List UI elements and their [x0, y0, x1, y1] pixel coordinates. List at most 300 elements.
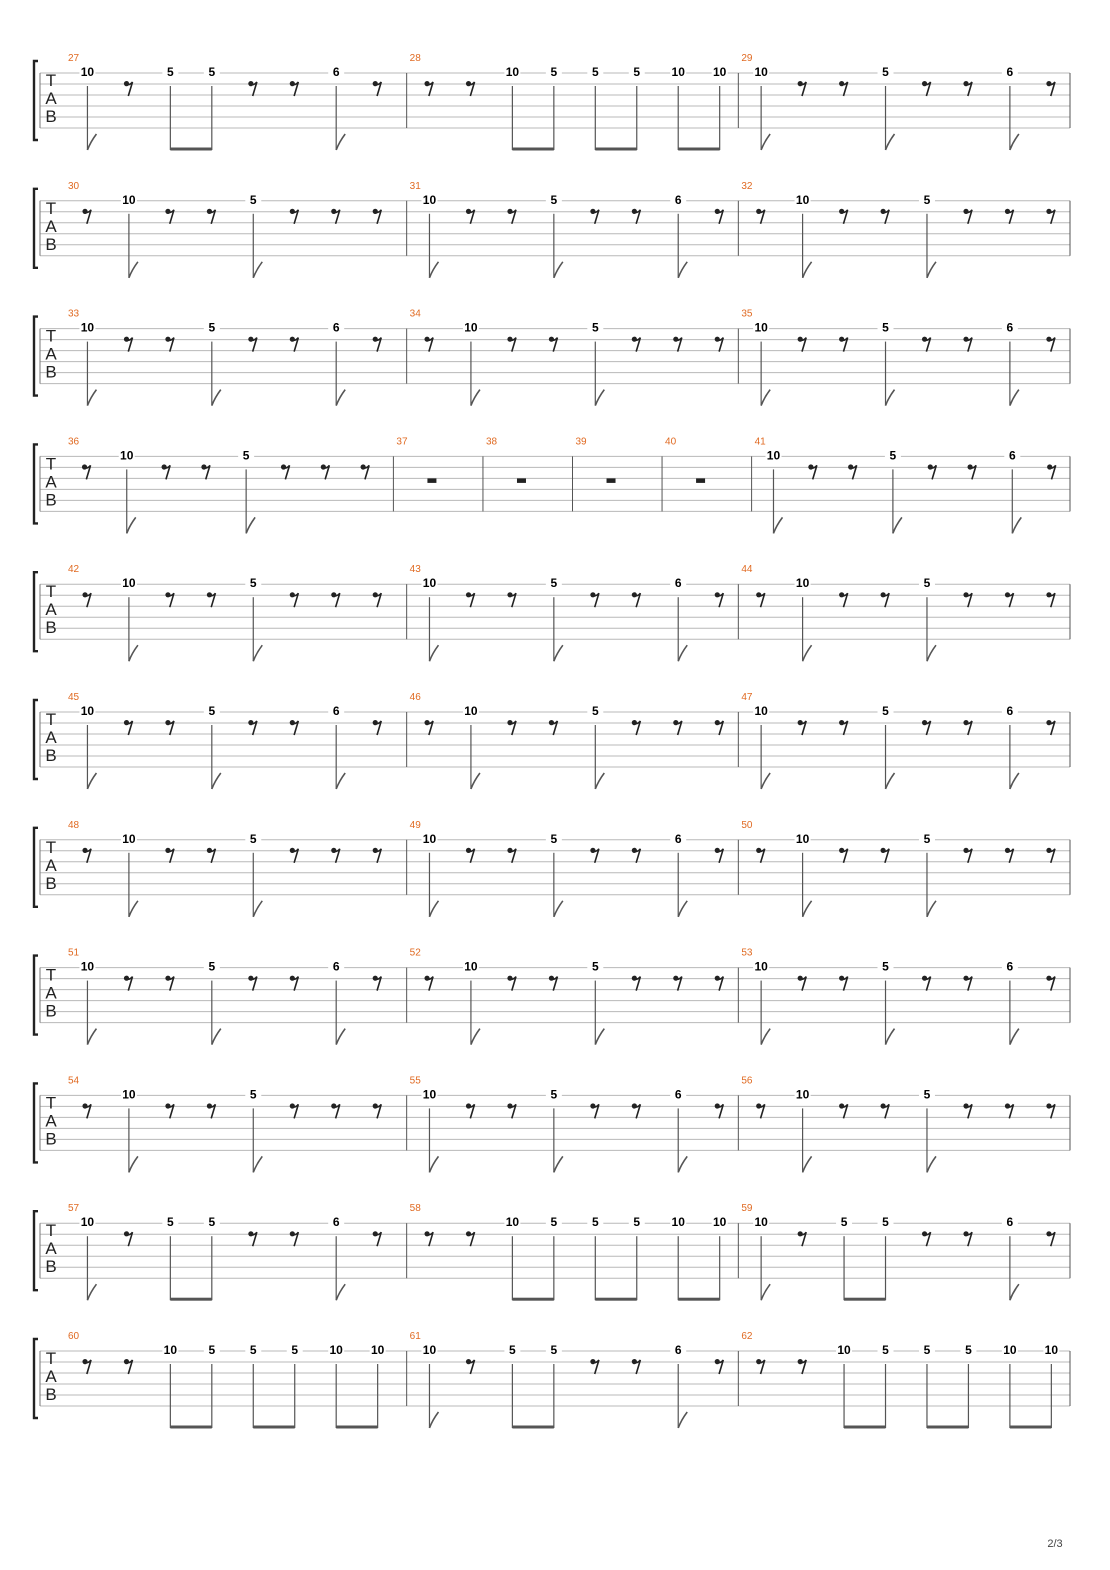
- measure-number: 36: [68, 436, 80, 448]
- eighth-rest: [165, 337, 174, 352]
- fret-number: 6: [674, 576, 682, 591]
- fret-number: 10: [80, 704, 95, 718]
- fret-number: 10: [754, 320, 768, 335]
- note-flag: [927, 901, 936, 917]
- note-beam: [512, 1298, 553, 1301]
- eighth-rest: [321, 464, 330, 479]
- fret-number: 10: [754, 65, 768, 79]
- eighth-rest: [290, 720, 299, 735]
- fret-number: 10: [163, 1343, 178, 1357]
- fret-number: 6: [332, 704, 340, 718]
- fret-number: 10: [712, 1215, 727, 1230]
- eighth-rest: [715, 720, 724, 735]
- eighth-rest: [424, 81, 433, 96]
- note-flag: [595, 390, 604, 406]
- fret-number: 5: [882, 704, 889, 718]
- eighth-rest: [373, 1103, 382, 1118]
- eighth-rest: [507, 1103, 516, 1118]
- eighth-rest: [82, 1359, 91, 1374]
- eighth-rest: [881, 848, 890, 863]
- fret-number: 5: [550, 1087, 558, 1102]
- eighth-rest: [165, 848, 174, 863]
- eighth-rest: [331, 592, 340, 607]
- eighth-rest: [839, 1103, 848, 1118]
- fret-number: 10: [505, 65, 520, 79]
- fret-number: 5: [882, 1215, 889, 1230]
- note-beam: [1010, 1426, 1051, 1429]
- note-flag: [927, 645, 936, 661]
- tab-measure: [410, 1331, 739, 1429]
- note-flag: [87, 134, 96, 150]
- note-beam: [512, 1426, 553, 1429]
- eighth-rest: [756, 209, 765, 224]
- fret-number: 5: [591, 320, 599, 335]
- tab-clef-letter: B: [45, 1257, 57, 1277]
- fret-number: 10: [712, 65, 727, 79]
- note-flag: [87, 773, 96, 789]
- eighth-rest: [839, 976, 848, 991]
- measure-number: 29: [741, 53, 753, 64]
- note-beam: [678, 1298, 719, 1301]
- note-flag: [429, 262, 438, 278]
- tab-measure: [741, 1203, 1070, 1301]
- tab-clef-letter: A: [45, 344, 57, 364]
- note-beam: [170, 1298, 211, 1301]
- note-beam: [595, 1298, 636, 1301]
- fret-number: 5: [882, 65, 889, 79]
- tab-clef-letter: T: [45, 71, 57, 90]
- fret-number: 5: [208, 1343, 216, 1357]
- eighth-rest: [124, 1231, 133, 1246]
- eighth-rest: [632, 976, 641, 991]
- fret-number: 5: [550, 831, 558, 846]
- fret-number: 5: [882, 320, 889, 335]
- eighth-rest: [82, 209, 91, 224]
- note-flag: [886, 773, 895, 789]
- measure-number: 30: [68, 180, 80, 192]
- eighth-rest: [963, 592, 972, 607]
- measure-number: 31: [409, 180, 421, 192]
- note-flag: [1010, 1029, 1019, 1045]
- note-flag: [886, 1029, 895, 1045]
- measure-number: 33: [68, 308, 80, 320]
- measure-number: 54: [68, 1075, 80, 1087]
- eighth-rest: [1046, 976, 1055, 991]
- note-beam: [170, 1426, 211, 1429]
- measure-number: 40: [665, 436, 677, 448]
- note-flag: [429, 1412, 438, 1428]
- eighth-rest: [290, 848, 299, 863]
- note-beam: [253, 1426, 294, 1429]
- tab-measure: [741, 53, 1070, 150]
- measure-number: 27: [68, 53, 80, 64]
- tab-clef-letter: B: [45, 618, 57, 638]
- tab-clef-letter: A: [45, 472, 57, 492]
- eighth-rest: [507, 848, 516, 863]
- note-flag: [471, 1029, 480, 1045]
- eighth-rest: [124, 976, 133, 991]
- note-flag: [336, 390, 345, 406]
- eighth-rest: [207, 848, 216, 863]
- note-beam: [927, 1426, 968, 1429]
- eighth-rest: [632, 337, 641, 352]
- eighth-rest: [331, 209, 340, 224]
- tab-system: [34, 1075, 1070, 1172]
- tab-measure: [68, 53, 407, 151]
- tab-clef-letter: B: [45, 746, 57, 765]
- eighth-rest: [1047, 464, 1056, 479]
- fret-number: 10: [754, 1215, 768, 1230]
- tab-measure: [68, 692, 407, 789]
- eighth-rest: [424, 720, 433, 735]
- measure-number: 58: [409, 1203, 421, 1215]
- note-flag: [803, 262, 812, 278]
- note-flag: [212, 773, 221, 789]
- fret-number: 5: [249, 576, 257, 591]
- tab-system: [34, 820, 1070, 917]
- eighth-rest: [507, 337, 516, 352]
- note-flag: [129, 901, 138, 917]
- eighth-rest: [632, 720, 641, 735]
- eighth-rest: [839, 81, 848, 96]
- eighth-rest: [124, 1359, 133, 1374]
- fret-number: 5: [208, 320, 216, 335]
- eighth-rest: [201, 464, 210, 479]
- system-bracket: [34, 1211, 38, 1290]
- tab-system: [34, 564, 1070, 661]
- tab-system: [34, 948, 1070, 1045]
- fret-number: 10: [1003, 1343, 1017, 1357]
- fret-number: 5: [249, 831, 257, 846]
- measure-number: 32: [741, 180, 753, 192]
- fret-number: 10: [766, 448, 781, 463]
- note-flag: [429, 1156, 438, 1172]
- fret-number: 5: [591, 1215, 599, 1230]
- eighth-rest: [507, 720, 516, 735]
- eighth-rest: [967, 464, 976, 479]
- note-flag: [554, 1156, 563, 1172]
- eighth-rest: [373, 848, 382, 863]
- fret-number: 10: [329, 1343, 343, 1357]
- tab-measure: [68, 1203, 407, 1301]
- note-flag: [761, 390, 770, 406]
- eighth-rest: [424, 976, 433, 991]
- eighth-rest: [715, 1103, 724, 1118]
- eighth-rest: [798, 1231, 807, 1246]
- note-flag: [429, 645, 438, 661]
- eighth-rest: [373, 209, 382, 224]
- eighth-rest: [290, 976, 299, 991]
- fret-number: 5: [889, 448, 897, 463]
- fret-number: 5: [591, 704, 599, 718]
- tab-system: [34, 1203, 1070, 1301]
- eighth-rest: [124, 720, 133, 735]
- fret-number: 5: [591, 959, 599, 974]
- note-beam: [844, 1298, 885, 1301]
- measure-number: 62: [741, 1331, 753, 1342]
- tab-measure: [68, 181, 407, 278]
- eighth-rest: [82, 1103, 91, 1118]
- eighth-rest: [715, 848, 724, 863]
- eighth-rest: [290, 81, 299, 96]
- fret-number: 5: [882, 1343, 889, 1357]
- eighth-rest: [290, 337, 299, 352]
- note-flag: [554, 262, 563, 278]
- system-bracket: [34, 317, 38, 396]
- eighth-rest: [466, 1359, 475, 1374]
- eighth-rest: [373, 720, 382, 735]
- tab-clef-letter: B: [45, 107, 57, 126]
- fret-number: 10: [422, 1343, 437, 1357]
- eighth-rest: [673, 337, 682, 352]
- fret-number: 10: [795, 192, 810, 207]
- tab-clef-letter: B: [45, 1129, 57, 1149]
- measure-number: 45: [68, 692, 80, 703]
- tab-measure: [741, 564, 1070, 661]
- eighth-rest: [466, 1231, 475, 1246]
- eighth-rest: [798, 976, 807, 991]
- fret-number: 5: [208, 1215, 216, 1230]
- eighth-rest: [1005, 1103, 1014, 1118]
- eighth-rest: [507, 976, 516, 991]
- fret-number: 5: [249, 1343, 257, 1357]
- measure-number: 46: [409, 692, 421, 703]
- system-bracket: [34, 1339, 38, 1418]
- eighth-rest: [207, 592, 216, 607]
- tab-measure: [68, 309, 407, 406]
- eighth-rest: [373, 592, 382, 607]
- fret-number: 10: [80, 320, 95, 335]
- tab-measure: [68, 1331, 407, 1429]
- fret-number: 5: [591, 65, 599, 79]
- eighth-rest: [424, 1231, 433, 1246]
- eighth-rest: [632, 209, 641, 224]
- tab-clef-letter: A: [45, 855, 57, 875]
- note-flag: [129, 1156, 138, 1172]
- fret-number: 5: [923, 1343, 931, 1357]
- note-flag: [678, 645, 687, 661]
- eighth-rest: [466, 1103, 475, 1118]
- tab-clef-letter: A: [45, 1367, 57, 1386]
- fret-number: 6: [1006, 320, 1014, 335]
- eighth-rest: [207, 209, 216, 224]
- fret-number: 5: [208, 704, 216, 718]
- eighth-rest: [82, 592, 91, 607]
- eighth-rest: [290, 592, 299, 607]
- fret-number: 10: [464, 320, 478, 335]
- eighth-rest: [922, 976, 931, 991]
- note-flag: [678, 262, 687, 278]
- measure-number: 61: [409, 1331, 421, 1342]
- eighth-rest: [715, 592, 724, 607]
- measure-number: 53: [741, 947, 753, 959]
- fret-number: 5: [249, 1087, 257, 1102]
- eighth-rest: [248, 720, 257, 735]
- tab-clef-letter: A: [45, 983, 57, 1003]
- fret-number: 10: [795, 831, 810, 846]
- eighth-rest: [162, 464, 171, 479]
- tab-measure: [410, 1075, 739, 1172]
- eighth-rest: [715, 976, 724, 991]
- note-flag: [471, 773, 480, 789]
- eighth-rest: [963, 976, 972, 991]
- fret-number: 6: [332, 959, 340, 974]
- whole-rest: [607, 478, 616, 483]
- note-flag: [212, 390, 221, 406]
- system-bracket: [34, 189, 38, 268]
- tab-clef-letter: B: [45, 873, 57, 893]
- eighth-rest: [1046, 209, 1055, 224]
- fret-number: 6: [1006, 959, 1014, 974]
- tab-clef-letter: A: [45, 728, 57, 747]
- fret-number: 6: [674, 831, 682, 846]
- fret-number: 5: [249, 192, 257, 207]
- eighth-rest: [331, 1103, 340, 1118]
- fret-number: 5: [208, 65, 216, 79]
- note-flag: [893, 517, 902, 533]
- measure-number: 34: [409, 308, 421, 320]
- eighth-rest: [756, 1359, 765, 1374]
- fret-number: 5: [291, 1343, 299, 1357]
- fret-number: 10: [422, 831, 437, 846]
- fret-number: 6: [674, 1087, 682, 1102]
- tab-system: [34, 1331, 1070, 1429]
- fret-number: 10: [422, 192, 437, 207]
- eighth-rest: [963, 1231, 972, 1246]
- tab-clef-letter: A: [45, 89, 57, 108]
- eighth-rest: [248, 337, 257, 352]
- fret-number: 6: [332, 65, 340, 79]
- system-bracket: [34, 444, 38, 523]
- eighth-rest: [715, 209, 724, 224]
- eighth-rest: [673, 720, 682, 735]
- note-flag: [678, 1412, 687, 1428]
- tab-measure: [410, 564, 739, 661]
- note-flag: [678, 901, 687, 917]
- eighth-rest: [798, 81, 807, 96]
- note-flag: [87, 1284, 96, 1300]
- eighth-rest: [963, 848, 972, 863]
- fret-number: 10: [464, 704, 478, 718]
- tab-measure: [410, 948, 739, 1045]
- eighth-rest: [1046, 337, 1055, 352]
- note-flag: [127, 517, 136, 533]
- eighth-rest: [798, 337, 807, 352]
- fret-number: 10: [795, 576, 810, 591]
- note-flag: [1010, 773, 1019, 789]
- eighth-rest: [881, 592, 890, 607]
- eighth-rest: [963, 337, 972, 352]
- eighth-rest: [839, 209, 848, 224]
- tab-measure: [68, 820, 407, 917]
- tab-clef-letter: T: [45, 1221, 57, 1241]
- note-flag: [761, 1029, 770, 1045]
- tab-clef-letter: T: [45, 710, 57, 729]
- eighth-rest: [1005, 848, 1014, 863]
- tab-clef-letter: T: [45, 965, 57, 985]
- eighth-rest: [1046, 592, 1055, 607]
- measure-number: 48: [68, 819, 80, 831]
- eighth-rest: [1046, 848, 1055, 863]
- eighth-rest: [361, 464, 370, 479]
- eighth-rest: [1005, 592, 1014, 607]
- eighth-rest: [1046, 1231, 1055, 1246]
- note-flag: [471, 390, 480, 406]
- note-flag: [253, 262, 262, 278]
- tab-clef-letter: A: [45, 600, 57, 620]
- eighth-rest: [922, 1231, 931, 1246]
- note-flag: [429, 901, 438, 917]
- eighth-rest: [928, 464, 937, 479]
- fret-number: 10: [671, 1215, 685, 1230]
- eighth-rest: [248, 1231, 257, 1246]
- measure-number: 37: [396, 436, 408, 448]
- eighth-rest: [922, 720, 931, 735]
- tab-clef-letter: B: [45, 1385, 57, 1404]
- measure-number: 59: [741, 1203, 753, 1215]
- tab-measure: [68, 948, 407, 1045]
- eighth-rest: [466, 81, 475, 96]
- eighth-rest: [82, 848, 91, 863]
- note-flag: [246, 517, 255, 533]
- note-flag: [212, 1029, 221, 1045]
- tab-measure: [410, 820, 739, 917]
- tab-measure: [755, 436, 1070, 533]
- eighth-rest: [248, 81, 257, 96]
- tab-measure: [68, 436, 393, 533]
- eighth-rest: [165, 720, 174, 735]
- measure-number: 49: [409, 819, 421, 831]
- measure-number: 47: [741, 692, 753, 703]
- fret-number: 6: [674, 192, 682, 207]
- eighth-rest: [207, 1103, 216, 1118]
- eighth-rest: [590, 1359, 599, 1374]
- note-flag: [803, 645, 812, 661]
- whole-rest: [427, 478, 436, 483]
- fret-number: 5: [923, 831, 931, 846]
- note-flag: [1010, 134, 1019, 150]
- eighth-rest: [373, 1231, 382, 1246]
- fret-number: 5: [633, 1215, 641, 1230]
- eighth-rest: [466, 209, 475, 224]
- fret-number: 10: [837, 1343, 851, 1357]
- note-flag: [927, 262, 936, 278]
- system-bracket: [34, 61, 38, 140]
- eighth-rest: [549, 720, 558, 735]
- tab-clef-letter: T: [45, 837, 57, 857]
- eighth-rest: [756, 1103, 765, 1118]
- tab-clef-letter: B: [45, 1001, 57, 1021]
- eighth-rest: [963, 720, 972, 735]
- eighth-rest: [248, 976, 257, 991]
- note-flag: [1012, 517, 1021, 533]
- note-flag: [761, 134, 770, 150]
- tab-measure: [741, 692, 1070, 789]
- fret-number: 10: [370, 1343, 385, 1357]
- eighth-rest: [963, 209, 972, 224]
- eighth-rest: [715, 1359, 724, 1374]
- note-flag: [554, 645, 563, 661]
- eighth-rest: [290, 209, 299, 224]
- eighth-rest: [881, 1103, 890, 1118]
- measure-number: 28: [409, 53, 421, 64]
- eighth-rest: [373, 976, 382, 991]
- note-flag: [87, 390, 96, 406]
- fret-number: 5: [840, 1215, 848, 1230]
- note-flag: [803, 901, 812, 917]
- eighth-rest: [632, 848, 641, 863]
- eighth-rest: [281, 464, 290, 479]
